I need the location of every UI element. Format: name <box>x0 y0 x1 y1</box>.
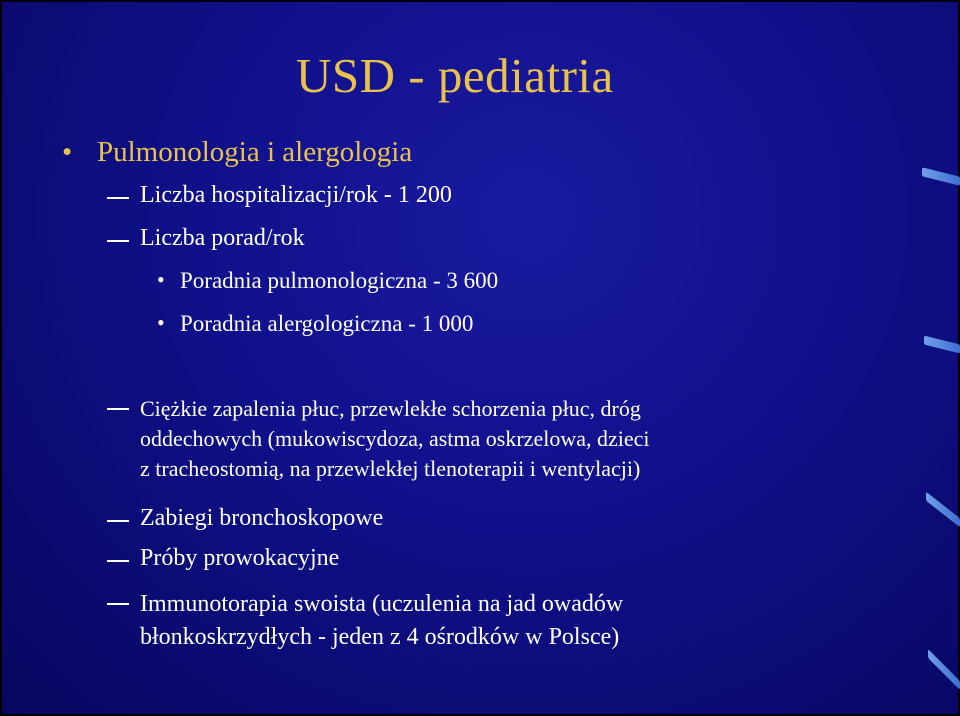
list-item-line: oddechowych (mukowiscydoza, astma oskrzelowa, dzieci <box>140 426 650 451</box>
list-item-line: Immunotorapia swoista (uczulenia na jad owadów <box>140 591 624 617</box>
list-item-text: Zabiegi bronchoskopowe <box>140 505 384 531</box>
dash-icon <box>107 408 129 410</box>
list-item-text: Próby prowokacyjne <box>140 545 340 571</box>
section-label: Pulmonologia i alergologia <box>97 136 413 168</box>
sub-item-text: Poradnia pulmonologiczna - 3 600 <box>180 268 499 293</box>
dash-icon <box>107 240 129 242</box>
list-item-line: z tracheostomią, na przewlekłej tlenoterapii i wentylacji) <box>140 456 641 481</box>
list-item-text: Liczba hospitalizacji/rok - 1 200 <box>140 182 452 208</box>
list-item-line: Ciężkie zapalenia płuc, przewlekłe schorzenia płuc, dróg <box>140 396 641 421</box>
sub-item-text: Poradnia alergologiczna - 1 000 <box>180 311 474 336</box>
slide-title: USD - pediatria <box>296 48 614 103</box>
dash-icon <box>107 520 129 522</box>
bullet-icon: • <box>157 310 165 335</box>
dash-icon <box>107 603 129 605</box>
dash-icon <box>107 197 129 199</box>
list-item-line: błonkoskrzydłych - jeden z 4 ośrodków w Polsce) <box>140 624 620 650</box>
list-item-text: Liczba porad/rok <box>140 225 305 251</box>
dash-icon <box>107 560 129 562</box>
bullet-icon: • <box>62 136 73 168</box>
bullet-icon: • <box>157 267 165 292</box>
